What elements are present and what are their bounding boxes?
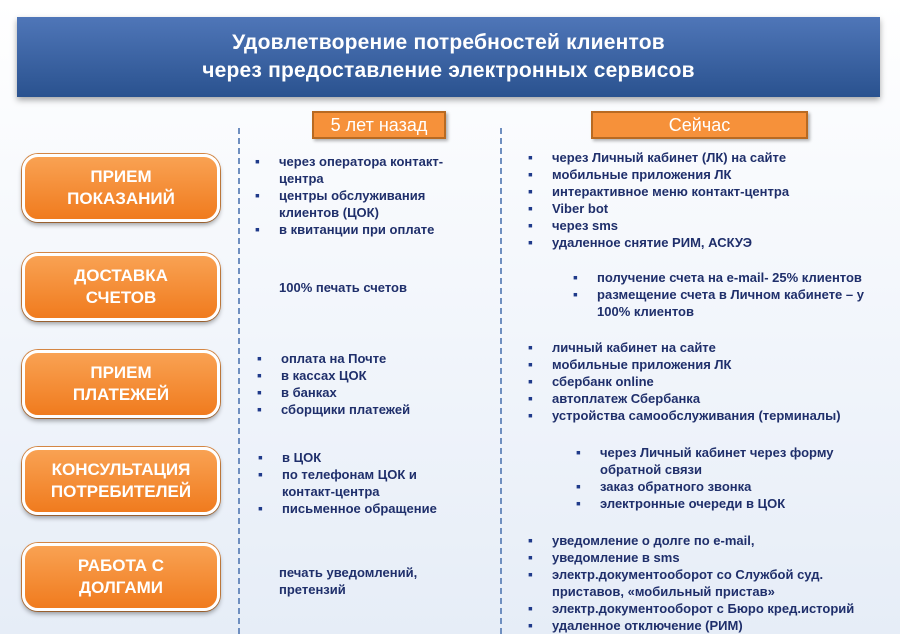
list-item: ▪ получение счета на e-mail- 25% клиентов: [571, 269, 895, 286]
past-payments-list: [255, 350, 485, 418]
column-header-now: Сейчас: [591, 111, 808, 139]
title-line-1: Удовлетворение потребностей клиентов: [232, 31, 665, 54]
category-label-line2: ПЛАТЕЖЕЙ: [72, 385, 170, 404]
category-debts: [22, 543, 220, 611]
category-label-line1: ПРИЕМ: [90, 363, 152, 382]
list-item: ▪ письменное обращение: [256, 500, 466, 517]
list-item: ▪ по телефонам ЦОК и контакт-центра: [256, 466, 466, 500]
past-debts-text: печать уведомлений, претензий: [279, 565, 418, 597]
now-consult-list: [574, 444, 858, 512]
list-item: ▪ через sms: [526, 217, 866, 234]
category-label-line1: ПРИЕМ: [90, 167, 152, 186]
now-bills-list: [571, 269, 895, 320]
list-item: ▪ через оператора контакт-центра: [253, 153, 483, 187]
list-item: ▪ оплата на Почте: [255, 350, 485, 367]
past-bills-text: 100% печать счетов: [279, 280, 407, 295]
list-item: ▪ электронные очереди в ЦОК: [574, 495, 858, 512]
list-item: ▪ электр.документооборот со Службой суд. приставов, «мобильный пристав»: [526, 566, 896, 600]
list-item: ▪ в квитанции при оплате: [253, 221, 483, 238]
column-header-past: 5 лет назад: [312, 111, 446, 139]
list-item: ▪ удаленное снятие РИМ, АСКУЭ: [526, 234, 866, 251]
list-item: ▪ мобильные приложения ЛК: [526, 166, 866, 183]
list-item: ▪ Viber bot: [526, 200, 866, 217]
category-label-line2: СЧЕТОВ: [85, 288, 157, 307]
category-label-line2: ДОЛГАМИ: [78, 578, 164, 597]
list-item: ▪ через Личный кабинет через форму обратной связи: [574, 444, 858, 478]
category-bill-delivery: [22, 253, 220, 321]
list-item: ▪ личный кабинет на сайте: [526, 339, 886, 356]
column-divider-right: [500, 128, 502, 634]
category-consultation: [22, 447, 220, 515]
list-item: ▪ уведомление в sms: [526, 549, 896, 566]
list-item: ▪ удаленное отключение (РИМ): [526, 617, 896, 634]
list-item: ▪ размещение счета в Личном кабинете – у 100% клиентов: [571, 286, 895, 320]
list-item: ▪ мобильные приложения ЛК: [526, 356, 886, 373]
list-item: ▪ автоплатеж Сбербанка: [526, 390, 886, 407]
now-debts-list: [526, 532, 896, 634]
past-meters-list: [253, 153, 483, 238]
list-item: ▪ в ЦОК: [256, 449, 466, 466]
now-meters-list: [526, 149, 866, 251]
list-item: ▪ центры обслуживания клиентов (ЦОК): [253, 187, 483, 221]
list-item: ▪ в банках: [255, 384, 485, 401]
list-item: ▪ в кассах ЦОК: [255, 367, 485, 384]
category-label-line1: КОНСУЛЬТАЦИЯ: [51, 460, 191, 479]
list-item: ▪ устройства самообслуживания (терминалы): [526, 407, 886, 424]
category-label-line2: ПОТРЕБИТЕЛЕЙ: [50, 482, 192, 501]
category-label-line1: ДОСТАВКА: [74, 266, 168, 285]
category-label-line1: РАБОТА С: [77, 556, 165, 575]
category-meter-readings: [22, 154, 220, 222]
now-payments-list: [526, 339, 886, 424]
list-item: ▪ сборщики платежей: [255, 401, 485, 418]
title-line-2: через предоставление электронных сервисов: [202, 59, 695, 82]
list-item: ▪ уведомление о долге по e-mail,: [526, 532, 896, 549]
past-consult-list: [256, 449, 466, 517]
category-label-line2: ПОКАЗАНИЙ: [67, 189, 175, 208]
list-item: ▪ сбербанк online: [526, 373, 886, 390]
list-item: ▪ электр.документооборот с Бюро кред.историй: [526, 600, 896, 617]
column-divider-left: [238, 128, 240, 634]
title-banner: [17, 17, 880, 97]
list-item: ▪ заказ обратного звонка: [574, 478, 858, 495]
list-item: ▪ интерактивное меню контакт-центра: [526, 183, 866, 200]
list-item: ▪ через Личный кабинет (ЛК) на сайте: [526, 149, 866, 166]
category-payments: [22, 350, 220, 418]
